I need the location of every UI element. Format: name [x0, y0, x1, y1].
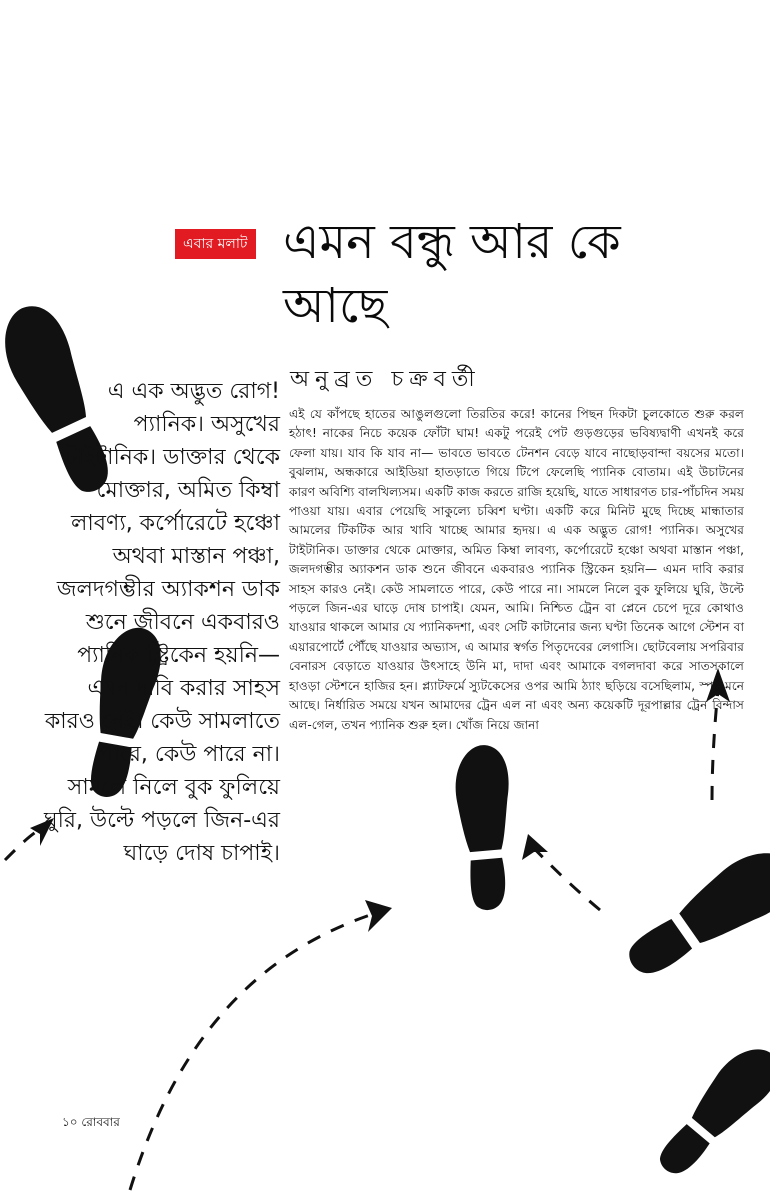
article-title: এমন বন্ধু আর কে আছে	[283, 214, 621, 334]
footprint-right	[618, 836, 770, 994]
section-tag: এবার মলাট	[175, 229, 256, 259]
footprint-bottom-right	[649, 1035, 770, 1188]
pull-quote: এ এক অদ্ভুত রোগ! প্যানিক। অসুখের টাইটানিক। ডাক্তার থেকে মোক্তার, অমিত কিম্বা লাবণ্য, কর্পোরেটে হঞ্চো অথবা মাস্তান পঞ্চা, জলদগম্ভীর অ্যাকশন ডাক শুনে জীবনে একবারও প্যানিক স্ট্রিকেন হয়নি— এমন দাবি করার সাহস কারও নেই। কেউ সামলাতে পারে, কেউ পারে না। সামলে নিলে বুক ফুলিয়ে ঘুরি, উল্টে পড়লে জিন-এর ঘাড়ে দোষ চাপাই।	[44, 379, 280, 866]
footprint-center	[452, 743, 520, 912]
article-body: এই যে কাঁপছে হাতের আঙুলগুলো তিরতির করে! কানের পিছন দিকটা চুলকোতে শুরু করল হঠাৎ! নাকের নিচে কয়েক ফোঁটা ঘাম! একটু পরেই পেট গুড়গুড়ের ভবিষ্যদ্বাণী এখনই করে ফেলা যায়। যাব কি যাব না— ভাবতে ভাবতে টেনশন বেড়ে যাবে নাছোড়বান্দা বয়সের মতো। বুঝলাম, অন্ধকারে আইডিয়া হাতড়াতে গিয়ে টিপে ফেলেছি প্যানিক বোতাম। এই উচাটনের কারণ অবিশ্যি বালখিল্যসম। একটি কাজ করতে রাজি হয়েছি, যাতে সাধারণত চার-পাঁচদিন সময় পাওয়া যায়। এবার পেয়েছি সাকুল্যে চব্বিশ ঘণ্টা। একটি করে মিনিট মুছে দিচ্ছে মান্ধাতার আমলের টিকটিক আর খাবি খাচ্ছে আমার হৃদয়। এ এক অদ্ভুত রোগ! প্যানিক। অসুখের টাইটানিক। ডাক্তার থেকে মোক্তার, অমিত কিম্বা লাবণ্য, কর্পোরেটে হঞ্চো অথবা মাস্তান পঞ্চা, জলদগম্ভীর অ্যাকশন ডাক শুনে জীবনে একবারও প্যানিক স্ট্রিকেন হয়নি— এমন দাবি করার সাহস কারও নেই। কেউ সামলাতে পারে, কেউ পারে না। সামলে নিলে বুক ফুলিয়ে ঘুরি, উল্টে পড়লে জিন-এর ঘাড়ে দোষ চাপাই। যেমন, আমি। নিশ্চিত ট্রেন বা প্লেনে চেপে দূরে কোথাও যাওয়ার থাকলে আমার যে প্যানিকদশা, এবং সেটি কাটানোর জন্য ঘণ্টা তিনেক আগে স্টেশন বা এয়ারপোর্টে পৌঁছে যাওয়ার অভ্যাস, এ আমার স্বর্গত পিতৃদেবের লেগাসি। ছোটবেলায় সপরিবার বেনারস বেড়াতে যাওয়ার উৎসাহে উনি মা, দাদা এবং আমাকে বগলদাবা করে সাতসকালে হাওড়া স্টেশনে হাজির হন। প্ল্যাটফর্মে স্যুটকেসের ওপর আমি ঠ্যাং ছড়িয়ে বসেছিলাম, স্পষ্ট মনে আছে। নির্ধারিত সময়ে যখন আমাদের ট্রেন এল না এবং অন্য কয়েকটি দূরপাল্লার ট্রেন বিন্দাস এল-গেল, তখন প্যানিক শুরু হল। খোঁজ নিয়ে জানা	[289, 407, 744, 732]
author-byline: অনুব্রত চক্রবর্তী	[290, 367, 481, 392]
page-folio: ১০ রোববার	[62, 1115, 120, 1129]
